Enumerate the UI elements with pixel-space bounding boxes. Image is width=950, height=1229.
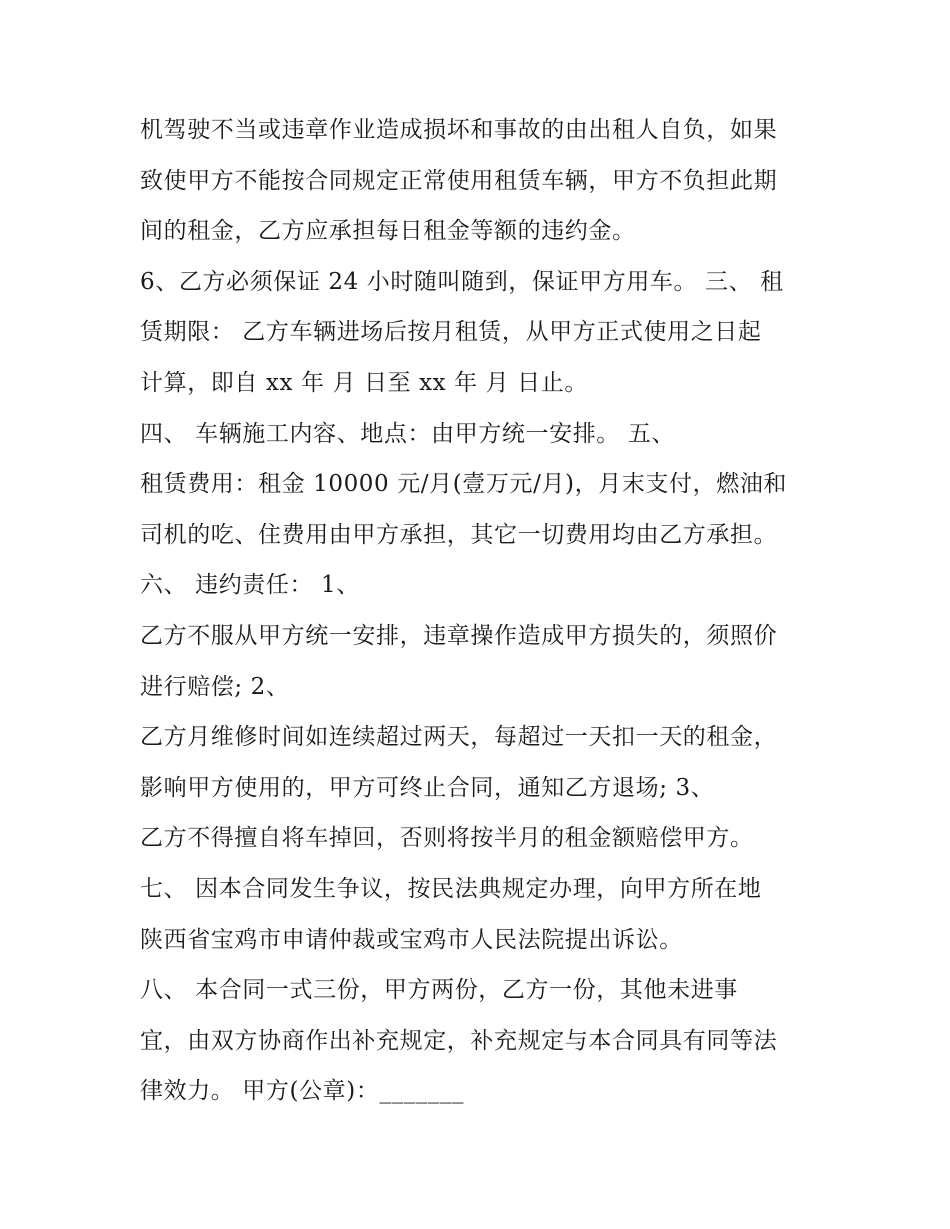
text-line-14: 影响甲方使用的，甲方可终止合同，通知乙方退场; 3、 — [140, 774, 715, 801]
text-line-6: 计算，即自 xx 年 月 日至 xx 年 月 日止。 — [140, 369, 588, 396]
text-line-2: 致使甲方不能按合同规定正常使用租赁车辆，甲方不负担此期 — [140, 167, 778, 194]
text-line-13: 乙方月维修时间如连续超过两天，每超过一天扣一天的租金， — [140, 724, 778, 751]
text-line-7: 四、 车辆施工内容、地点：由甲方统一安排。 五、 — [140, 420, 676, 447]
text-line-10: 六、 违约责任： 1、 — [140, 572, 360, 599]
text-line-5: 赁期限： 乙方车辆进场后按月租赁，从甲方正式使用之日起 — [140, 319, 762, 346]
text-line-15: 乙方不得擅自将车掉回，否则将按半月的租金额赔偿甲方。 — [140, 825, 754, 852]
text-line-20: 律效力。 甲方(公章)：_______ — [140, 1078, 465, 1105]
text-line-8: 租赁费用：租金 10000 元/月(壹万元/月)，月末支付，燃油和 — [140, 471, 788, 498]
text-line-9: 司机的吃、住费用由甲方承担，其它一切费用均由乙方承担。 — [140, 521, 778, 548]
text-line-4: 6、乙方必须保证 24 小时随叫随到，保证甲方用车。 三、 租 — [140, 268, 784, 295]
text-line-3: 间的租金，乙方应承担每日租金等额的违约金。 — [140, 218, 636, 245]
text-line-12: 进行赔偿; 2、 — [140, 673, 290, 700]
text-line-17: 陕西省宝鸡市申请仲裁或宝鸡市人民法院提出诉讼。 — [140, 926, 683, 953]
text-line-16: 七、 因本合同发生争议，按民法典规定办理，向甲方所在地 — [140, 875, 762, 902]
text-line-1: 机驾驶不当或违章作业造成损坏和事故的由出租人自负，如果 — [140, 117, 778, 143]
contract-text — [140, 105, 830, 1117]
text-line-19: 宜，由双方协商作出补充规定，补充规定与本合同具有同等法 — [140, 1027, 778, 1054]
text-line-18: 八、 本合同一式三份，甲方两份，乙方一份，其他未进事 — [140, 977, 738, 1004]
text-line-11: 乙方不服从甲方统一安排，违章操作造成甲方损失的，须照价 — [140, 622, 778, 649]
